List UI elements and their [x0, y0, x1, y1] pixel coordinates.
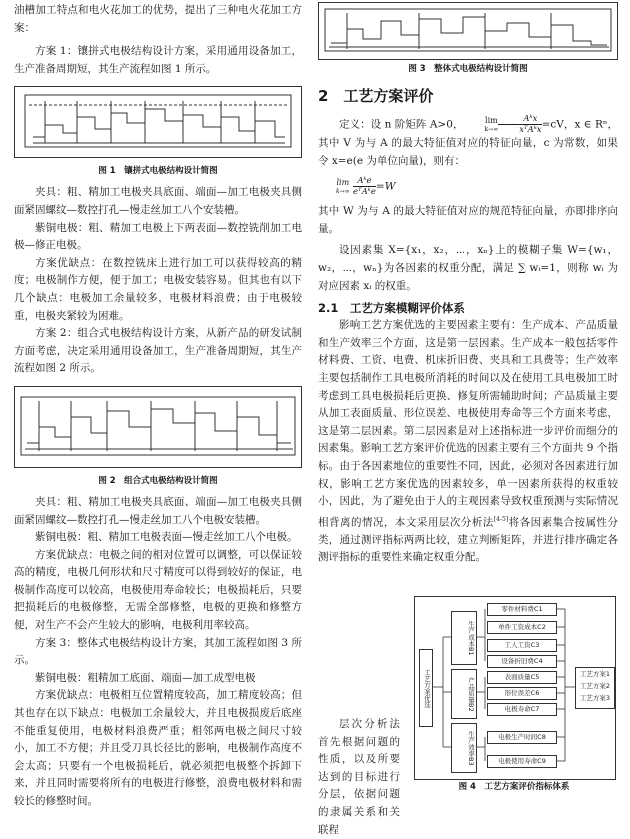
- figure-3: [318, 2, 618, 60]
- indicator-c4: 设备折旧费C4: [487, 655, 557, 668]
- criterion-b3: 生产效率B3: [451, 723, 477, 773]
- electrode-drawing-1: [15, 87, 301, 155]
- electrode-drawing-3: [319, 3, 617, 57]
- wrapped-text: [318, 716, 400, 839]
- root-node: 工艺方案优选: [419, 649, 433, 727]
- fraction-2: [353, 176, 376, 197]
- left-column: [14, 0, 302, 811]
- paragraph: 其中 W 为与 A 的最大特征值对应的规范特征向量，亦即排序向量。: [318, 205, 618, 235]
- fraction-2-numerator: Aᵏe: [353, 176, 376, 187]
- indicator-c9: 电极使用寿命C9: [487, 755, 557, 768]
- plan-3: 工艺方案3: [579, 694, 611, 702]
- indicator-c1: 零件材料费C1: [487, 603, 557, 616]
- lim-subscript: k→∞: [484, 125, 499, 133]
- figure-2: [14, 386, 302, 468]
- limit-operator: [464, 116, 499, 134]
- hierarchy-diagram: [414, 596, 616, 780]
- indicator-c3: 工人工资C3: [487, 639, 557, 652]
- subsection-heading: 2.1 工艺方案模糊评价体系: [318, 301, 465, 316]
- criterion-b2: 产品质量B2: [451, 669, 477, 719]
- paragraph: 方案优缺点：电极相互位置精度较高，加工精度较高；但其也存在以下缺点：电极加工余量较大，并且电极损废后底座不能重复使用，电极材料浪费严重；相邻两电极之间尺寸较小，加工不方便；并且受刀具长径比的影响，电极制作高度不会太高；只要有一个电极损耗后，就必须把电极整个拆卸下来，并且同时需要将所有的电极进行修整，浪费电极材料和需较长的修整时间。: [14, 689, 302, 807]
- fraction-2-denominator: eᵀAᵏe: [353, 187, 376, 198]
- indicator-c5: 表面质量C5: [487, 671, 557, 684]
- section-heading: 2 工艺方案评价: [318, 87, 434, 105]
- paragraph: 方案 2：组合式电极结构设计方案，从新产品的研发试制方面考虑，决定采用通用设备加工，生产准备周期短，其生产流程如图 2 所示。: [14, 327, 302, 375]
- lim-label: lim: [336, 177, 350, 187]
- figure-1-caption: 图 1 镶拼式电极结构设计简图: [98, 166, 218, 177]
- figure-4-caption: 图 4 工艺方案评价指标体系: [458, 782, 570, 792]
- paragraph: 方案 1：镶拼式电极结构设计方案，采用通用设备加工，生产准备周期短，其生产流程如图 1 所示。: [14, 45, 302, 75]
- plans-box: [575, 667, 615, 709]
- fraction-1: [498, 114, 541, 135]
- indicator-c8: 电极生产时间C8: [487, 731, 557, 744]
- paragraph: 紫铜电极：粗精加工底面、端面—加工成型电极: [35, 671, 256, 684]
- figure-2-caption: 图 2 组合式电极结构设计简图: [98, 475, 218, 486]
- definition-paragraph: [318, 114, 618, 170]
- definition-tail: =cV，x ∈ Rⁿ，其中 V 为与 A 的最大特征值对应的特征向量，c 为常数，如果令 x=e(e 为单位向量)，则有：: [318, 118, 618, 167]
- paragraph: 方案优缺点：电极之间的相对位置可以调整，可以保证较高的精度，电极几何形状和尺寸精度可以得到较好的保证，电极制作高度可以较高，电极使用寿命较长；电极损耗后，只要把损耗后的电极修整，无需全部修整，电极的更换和修整方便，对生产不会产生较大的影响，电极利用率较高。: [14, 548, 302, 632]
- paragraph: 方案优缺点：在数控铣床上进行加工可以获得较高的精度；电极制作方便，便于加工；电极安装容易。但其也有以下几个缺点：电极加工余量较多，电极材料浪费；由于电极较重，电极夹紧较为困难。: [14, 256, 302, 322]
- indicator-c6: 形位误差C6: [487, 687, 557, 700]
- plan-1: 工艺方案1: [579, 670, 611, 678]
- fraction-1-denominator: xᵀAᵏx: [519, 125, 542, 135]
- paragraph: 方案 3：整体式电极结构设计方案，其加工流程如图 3 所示。: [14, 636, 302, 667]
- electrode-drawing-2: [15, 387, 301, 465]
- indicator-c2: 单件工资成本C2: [487, 621, 557, 634]
- paragraph: 油槽加工特点和电火花加工的优势，提出了三种电火花加工方案：: [14, 4, 302, 34]
- lim-subscript: k→∞: [336, 187, 350, 195]
- right-column: [318, 0, 618, 567]
- plan-2: 工艺方案2: [579, 682, 611, 690]
- body-text-continued: 将各因素集合按属性分类，通过测评指标两两比较，建立判断矩阵，并进行排序确定各测评指标的重要性来确定权重分配。: [318, 516, 619, 564]
- fraction-1-numerator: Aᵏx: [498, 114, 541, 125]
- paragraph: 紫铜电极：粗、精加工电极表面—慢走丝加工八个电极。: [35, 531, 298, 544]
- definition-lead: 定义：设 n 阶矩阵 A>0，: [339, 118, 464, 131]
- paragraph: 夹具：粗、精加工电极夹具底面、端面—加工电极夹具侧面紧固螺纹—数控打孔—慢走丝加工八个电极安装槽。: [14, 495, 302, 526]
- paragraph: 设因素集 X={x₁，x₂，⋯，xₙ}上的模糊子集 W={w₁，w₂，⋯，wₙ}为各因素的权重分配，满足 ∑ wᵢ=1，则称 wᵢ 为对应因素 xᵢ 的权重。: [318, 244, 618, 292]
- citation: [4-5]: [493, 515, 509, 523]
- equation-2-rhs: =W: [375, 180, 396, 193]
- lim-label: lim: [485, 115, 498, 125]
- paragraph: 紫铜电极：粗、精加工电极上下两表面—数控铣削加工电极—修正电极。: [14, 221, 302, 252]
- figure-3-caption: 图 3 整体式电极结构设计简图: [408, 64, 528, 74]
- paragraph: [318, 317, 618, 567]
- figure-4: [404, 596, 616, 796]
- paragraph: 夹具：粗、精加工电极夹具底面、端面—加工电极夹具侧面紧固螺纹—数控打孔—慢走丝加工八个安装槽。: [14, 186, 302, 216]
- indicator-c7: 电极寿命C7: [487, 703, 557, 716]
- paragraph: 层次分析法首先根据问题的性质，以及所要达到的目标进行分层，依据问题的隶属关系和关联程: [318, 718, 400, 836]
- criterion-b1: 生产成本B1: [451, 611, 477, 665]
- figure-1: [14, 86, 302, 158]
- equation-2: [318, 176, 618, 197]
- body-text: 影响工艺方案优选的主要因素主要有：生产成本、产品质量和生产效率三个方面，这是第一层因素。生产成本一般包括零件材料费、工资、电费、机床折旧费、夹具和工具费等；生产效率主要包括制作工具电极所消耗的时间以及在使用工具电极加工时考虑到工具电极损耗后更换、修复所需辅助时间；产品质量主要从加工表面质量、形位误差、电极使用寿命等三个方面来考虑，这是第二层因素。第二层因素是对上述指标进一步评价而细分的因素集。影响工艺方案评价优选的因素主要有三个方面共 9 个指标。由于各因素地位的重要性不同，因此，必须对各因素进行加权，影响工艺方案优选的因素较多，单一因素所获得的权重较小，因此，为了避免由于人的主观因素导致权重预测与实际情况相背离的情况，本文采用层次分析法: [318, 319, 618, 529]
